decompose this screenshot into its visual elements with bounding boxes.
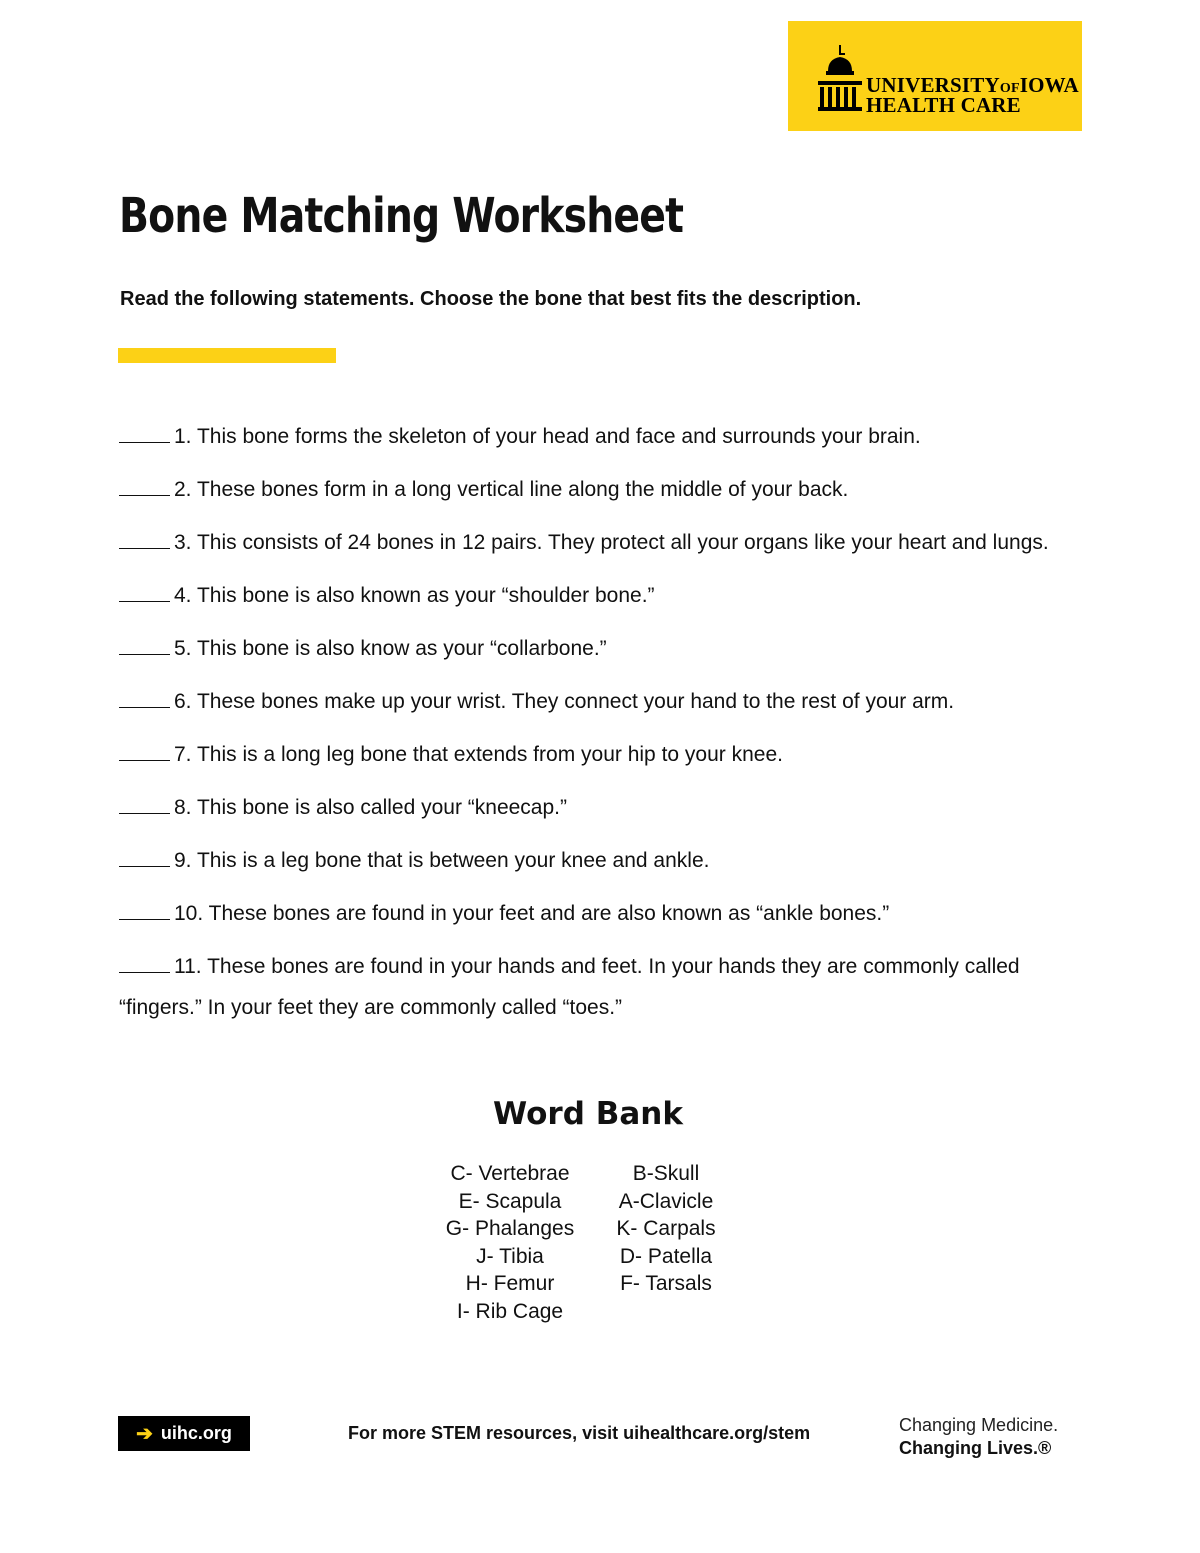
arrow-right-icon: ➔ bbox=[136, 1423, 153, 1445]
word-bank-right-column bbox=[566, 1160, 766, 1298]
instructions: Read the following statements. Choose the bone that best fits the description. bbox=[120, 288, 862, 310]
word-bank-item: K- Carpals bbox=[616, 1217, 716, 1240]
question-item bbox=[119, 575, 1079, 616]
word-bank-item: D- Patella bbox=[619, 1244, 713, 1268]
tagline-line1: Changing Medicine. bbox=[899, 1415, 1059, 1435]
answer-blank[interactable] bbox=[119, 759, 170, 761]
question-item bbox=[119, 416, 1079, 457]
question-text: 4. This bone is also known as your “shoulder bone.” bbox=[174, 584, 655, 607]
answer-blank[interactable] bbox=[119, 441, 170, 443]
uihc-logo bbox=[788, 21, 1082, 131]
word-bank-title: Word Bank bbox=[493, 1096, 683, 1132]
answer-blank[interactable] bbox=[119, 494, 170, 496]
question-text: 3. This consists of 24 bones in 12 pairs. They protect all your organs like your heart and lungs. bbox=[174, 531, 1049, 554]
accent-bar bbox=[118, 348, 336, 363]
answer-blank[interactable] bbox=[119, 706, 170, 708]
tagline-line2: Changing Lives.® bbox=[899, 1438, 1052, 1458]
answer-blank[interactable] bbox=[119, 600, 170, 602]
question-item bbox=[119, 840, 1079, 881]
word-bank-item: I- Rib Cage bbox=[456, 1299, 564, 1323]
word-bank-item: H- Femur bbox=[465, 1272, 555, 1295]
question-item bbox=[119, 734, 1079, 775]
question-item bbox=[119, 469, 1079, 510]
logo-wordmark-line2: HEALTH CARE bbox=[866, 93, 1021, 117]
page-title: Bone Matching Worksheet bbox=[119, 188, 684, 244]
word-bank-item: E- Scapula bbox=[458, 1189, 562, 1213]
question-item bbox=[119, 522, 1079, 563]
word-bank-item: B-Skull bbox=[632, 1162, 700, 1185]
word-bank-item: C- Vertebrae bbox=[450, 1162, 570, 1185]
answer-blank[interactable] bbox=[119, 865, 170, 867]
question-item bbox=[119, 787, 1079, 828]
word-bank-item: A-Clavicle bbox=[618, 1189, 714, 1213]
question-text: 7. This is a long leg bone that extends from your hip to your knee. bbox=[174, 743, 783, 766]
question-text: 1. This bone forms the skeleton of your head and face and surrounds your brain. bbox=[174, 425, 921, 448]
answer-blank[interactable] bbox=[119, 547, 170, 549]
question-list bbox=[119, 416, 1079, 1040]
question-text: 6. These bones make up your wrist. They connect your hand to the rest of your arm. bbox=[174, 690, 955, 713]
stem-resources-text: For more STEM resources, visit uihealthcare.org/stem bbox=[348, 1423, 811, 1443]
question-text: 8. This bone is also called your “kneecap.” bbox=[174, 796, 567, 819]
old-capitol-icon bbox=[818, 43, 864, 111]
question-item bbox=[119, 628, 1079, 669]
question-item bbox=[119, 681, 1079, 722]
logo-wordmark-line1: UNIVERSITYOFIOWA bbox=[866, 73, 1079, 97]
question-text: 11. These bones are found in your hands and feet. In your hands they are commonly called “fingers.” In your feet they are commonly called “toes.” bbox=[119, 955, 1020, 1019]
question-item bbox=[119, 946, 1079, 1028]
question-text: 5. This bone is also know as your “collarbone.” bbox=[174, 637, 607, 660]
question-item bbox=[119, 893, 1079, 934]
answer-blank[interactable] bbox=[119, 812, 170, 814]
tagline bbox=[899, 1414, 1058, 1460]
question-text: 10. These bones are found in your feet and are also known as “ankle bones.” bbox=[174, 902, 890, 925]
answer-blank[interactable] bbox=[119, 971, 170, 973]
word-bank-item: G- Phalanges bbox=[445, 1217, 575, 1240]
question-text: 9. This is a leg bone that is between your knee and ankle. bbox=[174, 849, 710, 872]
word-bank-item: F- Tarsals bbox=[620, 1272, 712, 1295]
word-bank-item: J- Tibia bbox=[476, 1244, 544, 1268]
uihc-link[interactable] bbox=[118, 1416, 250, 1451]
question-text: 2. These bones form in a long vertical line along the middle of your back. bbox=[174, 478, 849, 501]
answer-blank[interactable] bbox=[119, 918, 170, 920]
answer-blank[interactable] bbox=[119, 653, 170, 655]
uihc-link-label: uihc.org bbox=[160, 1423, 232, 1443]
